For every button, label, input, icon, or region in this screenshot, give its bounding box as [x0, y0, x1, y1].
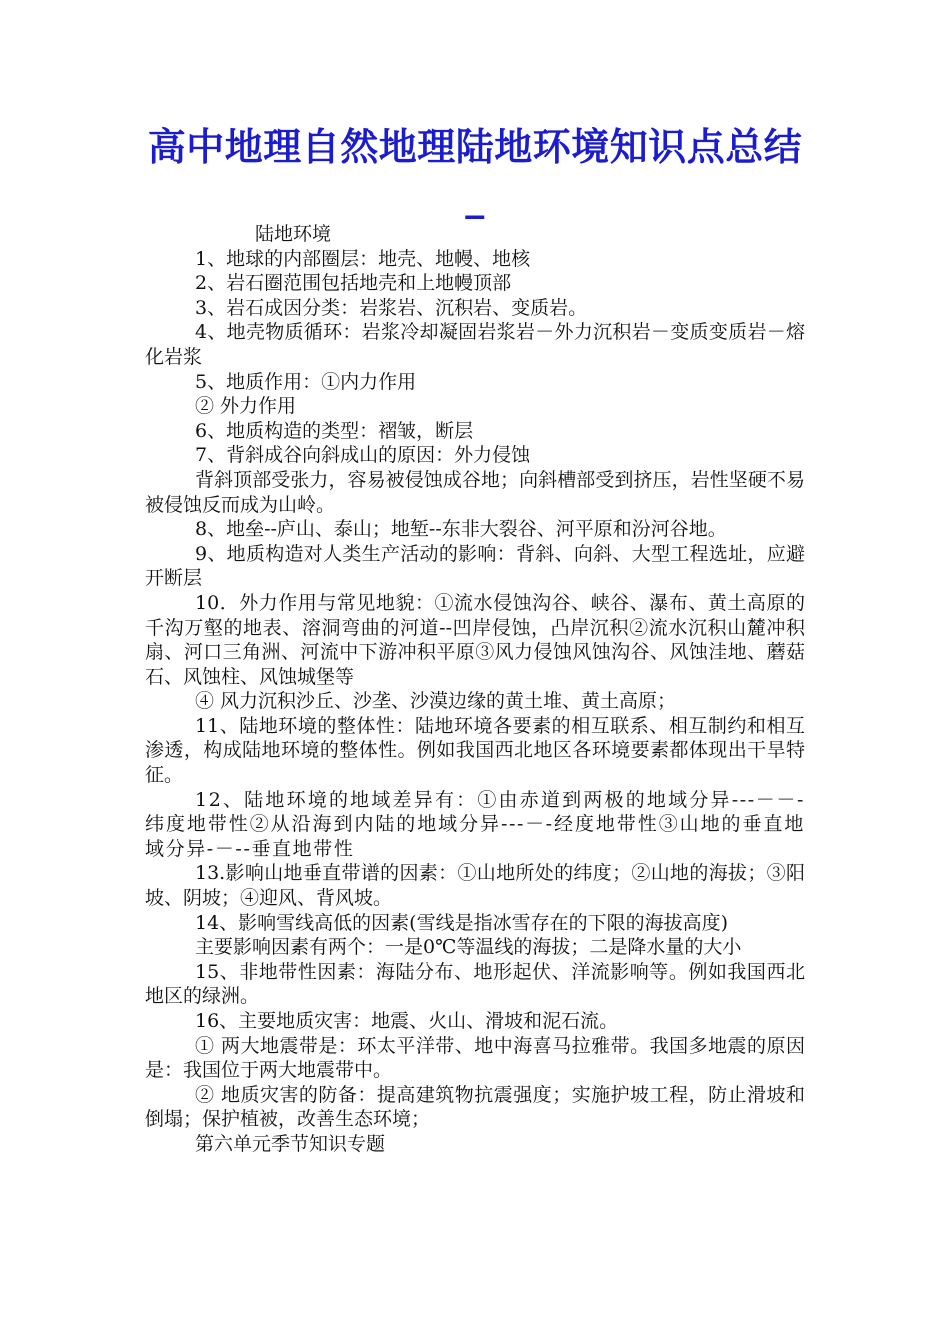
paragraph: 16、主要地质灾害：地震、火山、滑坡和泥石流。	[195, 1010, 619, 1032]
document-title: 高中地理自然地理陆地环境知识点总结_	[147, 125, 803, 219]
section-heading: 陆地环境	[255, 223, 332, 245]
paragraph: ② 外力作用	[195, 395, 297, 418]
paragraph: 7、背斜成谷向斜成山的原因：外力侵蚀	[195, 444, 531, 467]
paragraph: 11、陆地环境的整体性：陆地环境各要素的相互联系、相互制约和相互渗透，构成陆地环境的整体性。例如我国西北地区各环境要素都体现出干旱特征。	[145, 714, 805, 787]
paragraph: 主要影响因素有两个：一是0℃等温线的海拔；二是降水量的大小	[195, 936, 742, 959]
paragraph: 9、地质构造对人类生产活动的影响：背斜、向斜、大型工程选址，应避开断层	[145, 542, 805, 590]
paragraph: 12、陆地环境的地域差异有：①由赤道到两极的地域分异---－－-纬度地带性②从沿海到内陆的地域分异---－-经度地带性③山地的垂直地域分异-－--垂直地带性	[145, 788, 805, 860]
paragraph: ② 地质灾害的防备：提高建筑物抗震强度；实施护坡工程，防止滑坡和倒塌；保护植被，改善生态环境；	[145, 1083, 805, 1131]
paragraph: 6、地质构造的类型：褶皱，断层	[195, 419, 474, 442]
paragraph: 1、地球的内部圈层：地壳、地幔、地核	[195, 247, 531, 270]
paragraph: 13.影响山地垂直带谱的因素：①山地所处的纬度；②山地的海拔；③阳坡、阴坡；④迎风、背风坡。	[145, 862, 805, 910]
paragraph: 15、非地带性因素：海陆分布、地形起伏、洋流影响等。例如我国西北地区的绿洲。	[145, 960, 805, 1008]
paragraph: 3、岩石成因分类：岩浆岩、沉积岩、变质岩。	[195, 296, 588, 319]
paragraph: 5、地质作用：①内力作用	[195, 370, 417, 393]
paragraph: 8、地垒--庐山、泰山；地堑--东非大裂谷、河平原和汾河谷地。	[195, 518, 727, 541]
paragraph: ④ 风力沉积沙丘、沙垄、沙漠边缘的黄土堆、黄土高原；	[195, 690, 677, 713]
paragraph: 背斜顶部受张力，容易被侵蚀成谷地；向斜槽部受到挤压，岩性坚硬不易被侵蚀反而成为山岭。	[145, 468, 805, 516]
paragraph: 2、岩石圈范围包括地壳和上地幔顶部	[195, 272, 512, 295]
paragraph: 14、影响雪线高低的因素(雪线是指冰雪存在的下限的海拔高度)	[195, 911, 729, 934]
paragraph: ① 两大地震带是：环太平洋带、地中海喜马拉雅带。我国多地震的原因是：我国位于两大地震带中。	[145, 1034, 805, 1082]
paragraph: 第六单元季节知识专题	[195, 1132, 386, 1155]
paragraph: 4、地壳物质循环：岩浆冷却凝固岩浆岩－外力沉积岩－变质变质岩－熔化岩浆	[145, 321, 805, 368]
paragraph: 10．外力作用与常见地貌：①流水侵蚀沟谷、峡谷、瀑布、黄土高原的千沟万壑的地表、溶洞弯曲的河道--凹岸侵蚀，凸岸沉积②流水沉积山麓冲积扇、河口三角洲、河流中下游冲积平原③风力侵蚀风蚀沟谷、风蚀洼地、蘑菇石、风蚀柱、风蚀城堡等	[145, 591, 805, 688]
document-body	[145, 222, 805, 1157]
